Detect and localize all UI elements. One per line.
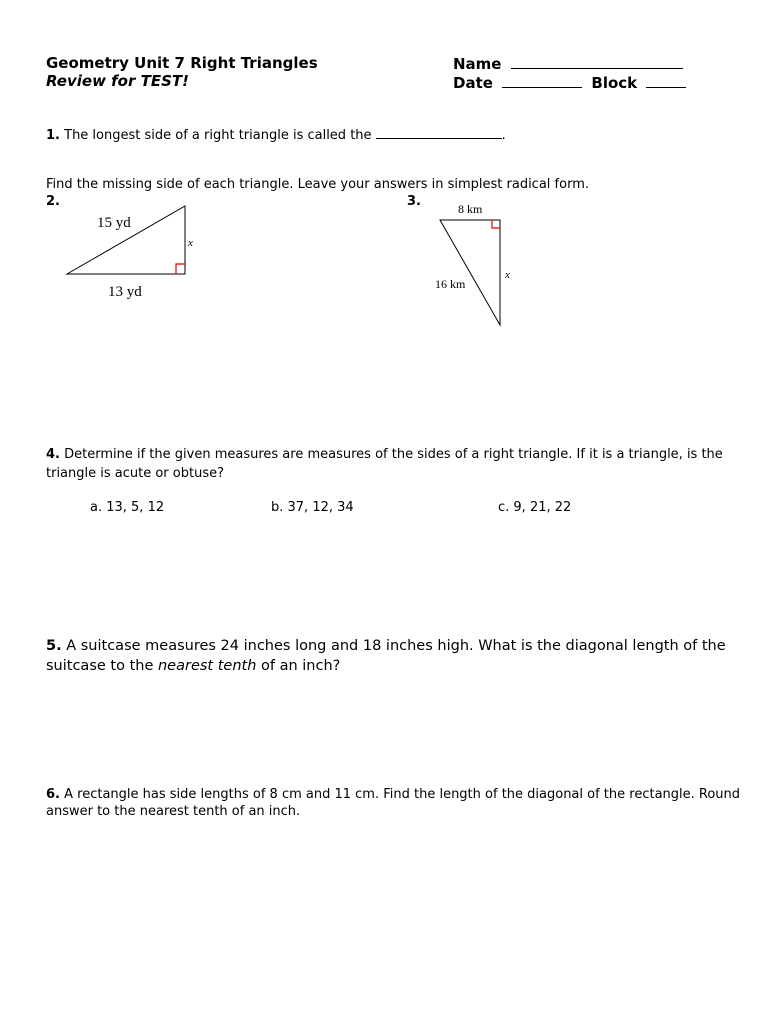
triangle-3-side-label: x (505, 269, 510, 281)
question-1-blank[interactable] (376, 125, 502, 139)
question-6-number: 6. (46, 787, 60, 802)
question-5-line-2-post: of an inch? (256, 658, 341, 674)
question-1 (46, 125, 506, 145)
worksheet-subtitle: Review for TEST! (46, 72, 189, 90)
name-blank[interactable] (511, 54, 683, 69)
question-4-number: 4. (46, 447, 60, 462)
triangle-2-hypotenuse-label: 15 yd (97, 215, 131, 231)
name-field[interactable] (453, 54, 683, 73)
question-5-emphasis: nearest tenth (157, 658, 257, 674)
question-5-number: 5. (46, 638, 62, 654)
question-1-text: The longest side of a right triangle is called the (64, 128, 372, 143)
worksheet-title: Geometry Unit 7 Right Triangles (46, 54, 318, 72)
question-5-line-2 (46, 656, 340, 677)
question-4-option-a: a. 13, 5, 12 (90, 500, 165, 515)
date-blank[interactable] (502, 73, 582, 88)
block-blank[interactable] (646, 73, 686, 88)
triangle-2-leg-label: x (188, 237, 193, 249)
question-3-number: 3. (407, 194, 421, 209)
question-5-line-2-pre: suitcase to the (46, 658, 158, 674)
question-4-option-c: c. 9, 21, 22 (498, 500, 572, 515)
triangle-3-hypotenuse-label: 16 km (435, 277, 466, 291)
triangle-2-right-angle-marker (176, 264, 185, 274)
question-5 (46, 636, 726, 657)
question-4-line-2: triangle is acute or obtuse? (46, 466, 224, 481)
question-2-number: 2. (46, 194, 60, 209)
instructions: Find the missing side of each triangle. Leave your answers in simplest radical form. (46, 177, 589, 192)
question-4 (46, 446, 723, 464)
triangle-3-top-label: 8 km (458, 202, 483, 216)
question-4-line-1: Determine if the given measures are measures of the sides of a right triangle. If it is a triangle, is the (64, 447, 723, 462)
triangle-2-figure (60, 200, 200, 310)
triangle-2-base-label: 13 yd (108, 284, 142, 300)
triangle-3-shape (440, 220, 500, 325)
block-label: Block (591, 74, 638, 92)
question-6-line-2: answer to the nearest tenth of an inch. (46, 804, 301, 819)
question-1-number: 1. (46, 128, 60, 143)
date-label: Date (453, 74, 493, 92)
question-6-line-1: A rectangle has side lengths of 8 cm and 11 cm. Find the length of the diagonal of the rectangle. Round (64, 787, 741, 802)
date-block-fields (453, 73, 686, 92)
question-4-option-b: b. 37, 12, 34 (271, 500, 354, 515)
question-6 (46, 786, 740, 804)
question-5-line-1: A suitcase measures 24 inches long and 18 inches high. What is the diagonal length of the (66, 638, 726, 654)
name-label: Name (453, 55, 502, 73)
triangle-3-figure (425, 198, 525, 333)
question-1-end: . (501, 128, 506, 143)
triangle-3-right-angle-marker (492, 220, 500, 228)
